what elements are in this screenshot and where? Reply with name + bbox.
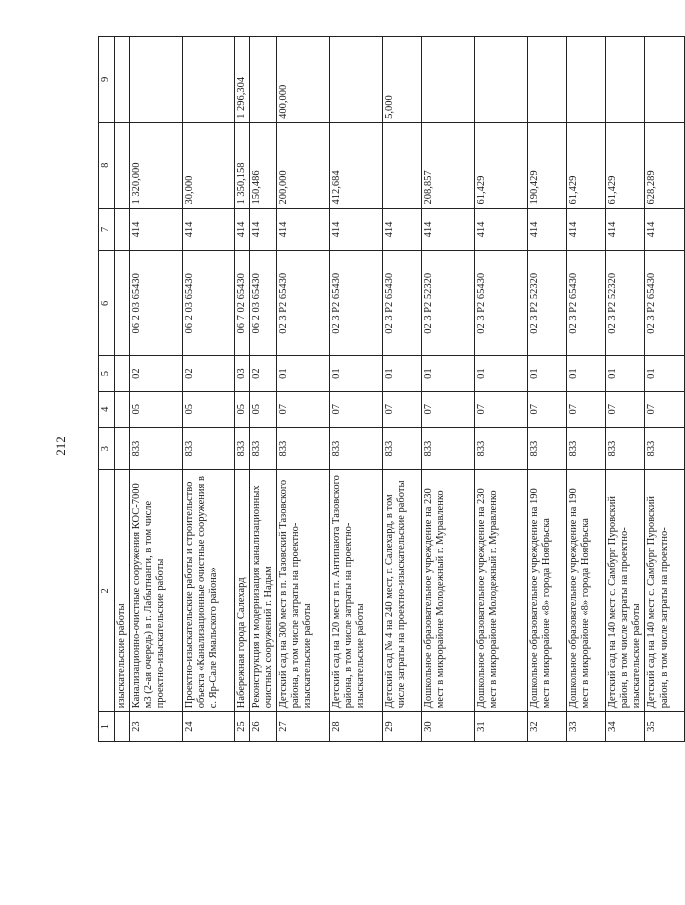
column-header: 1 xyxy=(99,712,115,742)
row-code-7: 414 xyxy=(250,208,277,251)
table-row xyxy=(330,37,383,742)
row-code-4: 05 xyxy=(130,391,183,427)
column-header: 7 xyxy=(99,208,115,251)
row-number: 35 xyxy=(645,712,685,742)
row-code-6: 02 3 P2 65430 xyxy=(645,251,685,356)
row-name: Дошкольное образовательное учреждение на 230 мест в микрорайоне Молодежный г. Муравленко xyxy=(422,470,475,712)
table-row xyxy=(528,37,567,742)
table-row xyxy=(422,37,475,742)
row-code-7: 414 xyxy=(567,208,606,251)
row-code-6: 02 3 P2 65430 xyxy=(277,251,330,356)
row-code-7: 414 xyxy=(277,208,330,251)
row-code-7: 414 xyxy=(528,208,567,251)
row-number: 31 xyxy=(475,712,528,742)
row-code-5: 01 xyxy=(383,356,422,392)
row-name: Детский сад на 120 мест в п. Антипаюта Тазовского района, в том числе затраты на проектно-изыскательские работы xyxy=(330,470,383,712)
column-header: 6 xyxy=(99,251,115,356)
table-row xyxy=(475,37,528,742)
row-value-8: 150,486 xyxy=(250,122,277,208)
row-value-9: 5,000 xyxy=(383,37,422,123)
row-code-3: 833 xyxy=(235,427,250,470)
row-value-8: 208,857 xyxy=(422,122,475,208)
row-value-8: 190,429 xyxy=(528,122,567,208)
row-code-6: 02 3 P2 65430 xyxy=(567,251,606,356)
row-code-3: 833 xyxy=(330,427,383,470)
row-code-3: 833 xyxy=(528,427,567,470)
table-row xyxy=(235,37,250,742)
row-code-4: 07 xyxy=(330,391,383,427)
row-number: 33 xyxy=(567,712,606,742)
row-code-6: 06 2 03 65430 xyxy=(250,251,277,356)
table-row xyxy=(383,37,422,742)
row-code-5: 02 xyxy=(250,356,277,392)
row-code-4: 07 xyxy=(277,391,330,427)
row-code-6: 02 3 P2 52320 xyxy=(606,251,645,356)
row-code-5: 01 xyxy=(606,356,645,392)
row-number: 28 xyxy=(330,712,383,742)
row-code-4: 07 xyxy=(528,391,567,427)
row-code-5: 03 xyxy=(235,356,250,392)
row-name: Реконструкция и модернизация канализационных очистных сооружений г. Надым xyxy=(250,470,277,712)
row-name: Детский сад на 140 мест с. Самбург Пуровский район, в том числе затраты на проектно-изыскательские работы xyxy=(606,470,645,712)
row-value-9: 1 296,304 xyxy=(235,37,250,123)
row-value-8: 628,289 xyxy=(645,122,685,208)
row-code-5: 01 xyxy=(277,356,330,392)
row-value-8: 1 350,158 xyxy=(235,122,250,208)
table-row xyxy=(277,37,330,742)
column-header: 8 xyxy=(99,122,115,208)
row-code-6: 02 3 P2 65430 xyxy=(383,251,422,356)
row-value-8: 412,684 xyxy=(330,122,383,208)
column-header: 4 xyxy=(99,391,115,427)
row-value-8: 200,000 xyxy=(277,122,330,208)
row-number: 26 xyxy=(250,712,277,742)
row-number: 29 xyxy=(383,712,422,742)
row-code-6: 02 3 P2 65430 xyxy=(475,251,528,356)
row-number: 27 xyxy=(277,712,330,742)
row-number: 34 xyxy=(606,712,645,742)
row-value-9 xyxy=(250,37,277,123)
row-name: Дошкольное образовательное учреждение на 230 мест в микрорайоне Молодежный г. Муравленко xyxy=(475,470,528,712)
row-code-7: 414 xyxy=(606,208,645,251)
row-number: 24 xyxy=(183,712,235,742)
table-row xyxy=(183,37,235,742)
row-value-9 xyxy=(528,37,567,123)
row-code-5: 01 xyxy=(422,356,475,392)
row-value-9 xyxy=(606,37,645,123)
table-row xyxy=(250,37,277,742)
budget-table xyxy=(98,36,685,742)
row-code-5: 01 xyxy=(528,356,567,392)
row-value-8: 1 320,000 xyxy=(130,122,183,208)
row-name: Детский сад № 4 на 240 мест, г. Салехард, в том числе затраты на проектно-изыскательские работы xyxy=(383,470,422,712)
row-value-9 xyxy=(645,37,685,123)
row-code-3: 833 xyxy=(475,427,528,470)
column-header: 5 xyxy=(99,356,115,392)
row-code-4: 07 xyxy=(422,391,475,427)
row-name: Дошкольное образовательное учреждение на 190 мест в микрорайоне «8» города Ноябрьска xyxy=(567,470,606,712)
table-row xyxy=(645,37,685,742)
row-code-7: 414 xyxy=(475,208,528,251)
row-value-8: 30,000 xyxy=(183,122,235,208)
row-value-9 xyxy=(183,37,235,123)
row-value-8: 61,429 xyxy=(606,122,645,208)
row-name: Детский сад на 300 мест в п. Тазовский Тазовского района, в том числе затраты на проектно-изыскательские работы xyxy=(277,470,330,712)
row-code-5: 01 xyxy=(567,356,606,392)
row-value-9: 400,000 xyxy=(277,37,330,123)
row-code-4: 07 xyxy=(606,391,645,427)
row-code-7: 414 xyxy=(183,208,235,251)
row-code-3: 833 xyxy=(567,427,606,470)
row-code-4: 05 xyxy=(183,391,235,427)
row-value-9 xyxy=(475,37,528,123)
row-name: Детский сад на 140 мест с. Самбург Пуровский район, в том числе затраты на проектно- xyxy=(645,470,685,712)
page-number: 212 xyxy=(53,436,68,456)
row-code-3: 833 xyxy=(277,427,330,470)
row-value-8: 61,429 xyxy=(567,122,606,208)
row-value-8: 61,429 xyxy=(475,122,528,208)
row-number: 30 xyxy=(422,712,475,742)
row-code-3: 833 xyxy=(130,427,183,470)
row-code-3: 833 xyxy=(250,427,277,470)
column-header: 2 xyxy=(99,470,115,712)
row-number: 32 xyxy=(528,712,567,742)
row-code-4: 07 xyxy=(475,391,528,427)
row-code-7: 414 xyxy=(130,208,183,251)
row-number: 23 xyxy=(130,712,183,742)
row-code-7: 414 xyxy=(645,208,685,251)
row-code-3: 833 xyxy=(422,427,475,470)
column-header: 3 xyxy=(99,427,115,470)
row-name: Проектно-изыскательские работы и строительство объекта «Канализационные очистные сооружения в с. Яр-Сале Ямальского района» xyxy=(183,470,235,712)
row-code-3: 833 xyxy=(606,427,645,470)
row-name: Дошкольное образовательное учреждение на 190 мест в микрорайоне «8» города Ноябрьска xyxy=(528,470,567,712)
column-header: 9 xyxy=(99,37,115,123)
row-code-3: 833 xyxy=(383,427,422,470)
row-code-5: 02 xyxy=(130,356,183,392)
row-code-7: 414 xyxy=(330,208,383,251)
row-value-9 xyxy=(567,37,606,123)
row-code-5: 02 xyxy=(183,356,235,392)
row-code-4: 07 xyxy=(567,391,606,427)
row-code-6: 06 2 03 65430 xyxy=(183,251,235,356)
row-name: Набережная города Салехард xyxy=(235,470,250,712)
row-code-4: 05 xyxy=(250,391,277,427)
column-number-row xyxy=(99,37,115,742)
row-code-6: 06 7 02 65430 xyxy=(235,251,250,356)
row-code-4: 07 xyxy=(645,391,685,427)
row-code-7: 414 xyxy=(235,208,250,251)
continuation-row xyxy=(115,37,130,742)
row-code-5: 01 xyxy=(330,356,383,392)
table-row xyxy=(606,37,645,742)
row-code-4: 05 xyxy=(235,391,250,427)
row-code-5: 01 xyxy=(645,356,685,392)
table-row xyxy=(130,37,183,742)
row-code-6: 02 3 P2 52320 xyxy=(422,251,475,356)
row-value-9 xyxy=(330,37,383,123)
row-code-7: 414 xyxy=(383,208,422,251)
row-name: Канализационно-очистные сооружения КОС-7000 м3 (2-ая очередь) в г. Лабытнанги, в том числе проектно-изыскательские работы xyxy=(130,470,183,712)
budget-table-wrapper xyxy=(98,36,670,742)
row-code-6: 02 3 P2 65430 xyxy=(330,251,383,356)
row-code-4: 07 xyxy=(383,391,422,427)
row-code-6: 02 3 P2 52320 xyxy=(528,251,567,356)
row-name: изыскательские работы xyxy=(115,470,130,712)
row-value-9 xyxy=(130,37,183,123)
row-code-7: 414 xyxy=(422,208,475,251)
row-value-8 xyxy=(383,122,422,208)
row-number: 25 xyxy=(235,712,250,742)
table-row xyxy=(567,37,606,742)
row-code-3: 833 xyxy=(183,427,235,470)
row-code-6: 06 2 03 65430 xyxy=(130,251,183,356)
row-code-5: 01 xyxy=(475,356,528,392)
row-value-9 xyxy=(422,37,475,123)
row-code-3: 833 xyxy=(645,427,685,470)
